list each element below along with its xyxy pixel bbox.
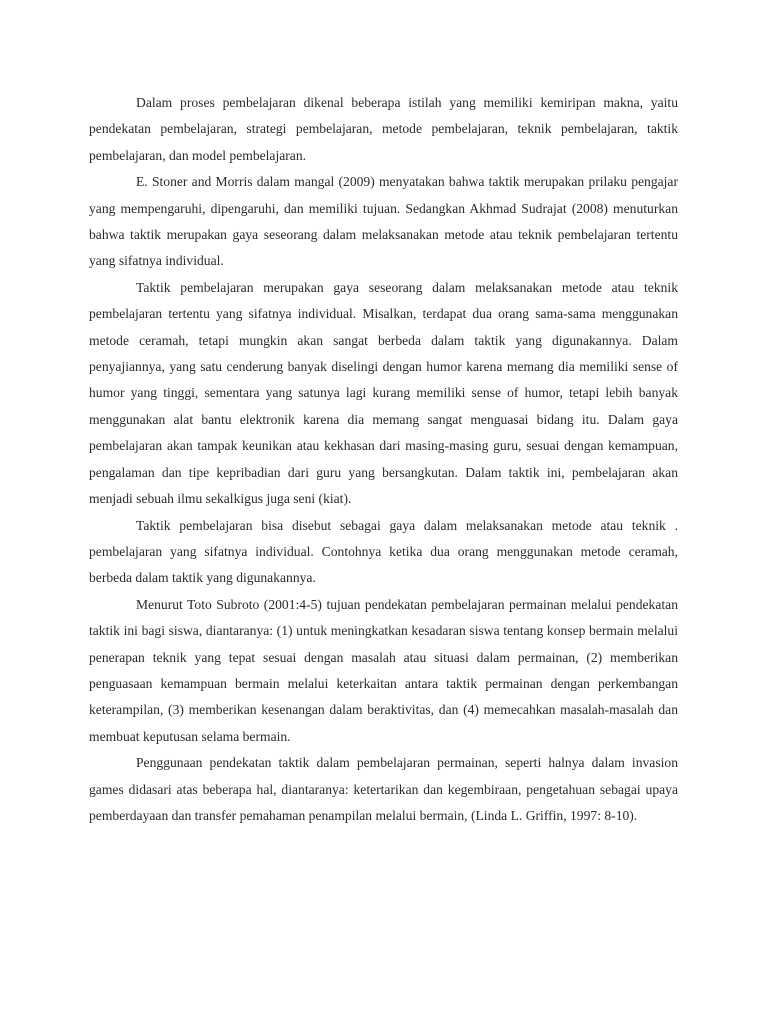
paragraph-6: Penggunaan pendekatan taktik dalam pembelajaran permainan, seperti halnya dalam invasion games didasari atas beberapa hal, diantaranya: ketertarikan dan kegembiraan, pengetahuan sebagai upaya pemberdayaan dan transfer pemahaman penampilan melalui bermain, (Linda L. Griffin, 1997: 8-10). — [89, 755, 678, 823]
paragraph-4: Taktik pembelajaran bisa disebut sebagai gaya dalam melaksanakan metode atau teknik . pembelajaran yang sifatnya individual. Contohnya ketika dua orang menggunakan metode ceramah, berbeda dalam taktik yang digunakannya. — [89, 517, 678, 586]
paragraph-3: Taktik pembelajaran merupakan gaya seseorang dalam melaksanakan metode atau teknik pembelajaran tertentu yang sifatnya individual. Misalkan, terdapat dua orang sama-sama menggunakan metode ceramah, tetapi mungkin akan sangat berbeda dalam taktik yang digunakannya. Dalam penyajiannya, yang satu cenderung banyak diselingi dengan humor karena memang dia memiliki sense of humor yang tinggi, sementara yang satunya lagi kurang memiliki sense of humor, tetapi lebih banyak menggunakan alat bantu elektronik karena dia memang sangat menguasai bidang itu. Dalam gaya pembelajaran akan tampak keunikan atau kekhasan dari masing-masing guru, sesuai dengan kemampuan, pengalaman dan tipe kepribadian dari guru yang bersangkutan. Dalam taktik ini, pembelajaran akan menjadi sebuah ilmu sekalkigus juga seni (kiat). — [89, 279, 678, 507]
paragraph-2: E. Stoner and Morris dalam mangal (2009) menyatakan bahwa taktik merupakan prilaku pengajar yang mempengaruhi, dipengaruhi, dan memiliki tujuan. Sedangkan Akhmad Sudrajat (2008) menuturkan bahwa taktik merupakan gaya seseorang dalam melaksanakan metode atau teknik pembelajaran tertentu yang sifatnya individual. — [89, 174, 678, 269]
document-body — [89, 90, 678, 829]
paragraph-5: Menurut Toto Subroto (2001:4-5) tujuan pendekatan pembelajaran permainan melalui pendekatan taktik ini bagi siswa, diantaranya: (1) untuk meningkatkan kesadaran siswa tentang konsep bermain melalui penerapan teknik yang tepat sesuai dengan masalah atau situasi dalam permainan, (2) memberikan penguasaan kemampuan bermain melalui keterkaitan antara taktik permainan dengan perkembangan keterampilan, (3) memberikan kesenangan dalam beraktivitas, dan (4) memecahkan masalah-masalah dan membuat keputusan selama bermain. — [89, 596, 678, 744]
paragraph-1: Dalam proses pembelajaran dikenal beberapa istilah yang memiliki kemiripan makna, yaitu pendekatan pembelajaran, strategi pembelajaran, metode pembelajaran, teknik pembelajaran, taktik pembelajaran, dan model pembelajaran. — [89, 95, 678, 163]
